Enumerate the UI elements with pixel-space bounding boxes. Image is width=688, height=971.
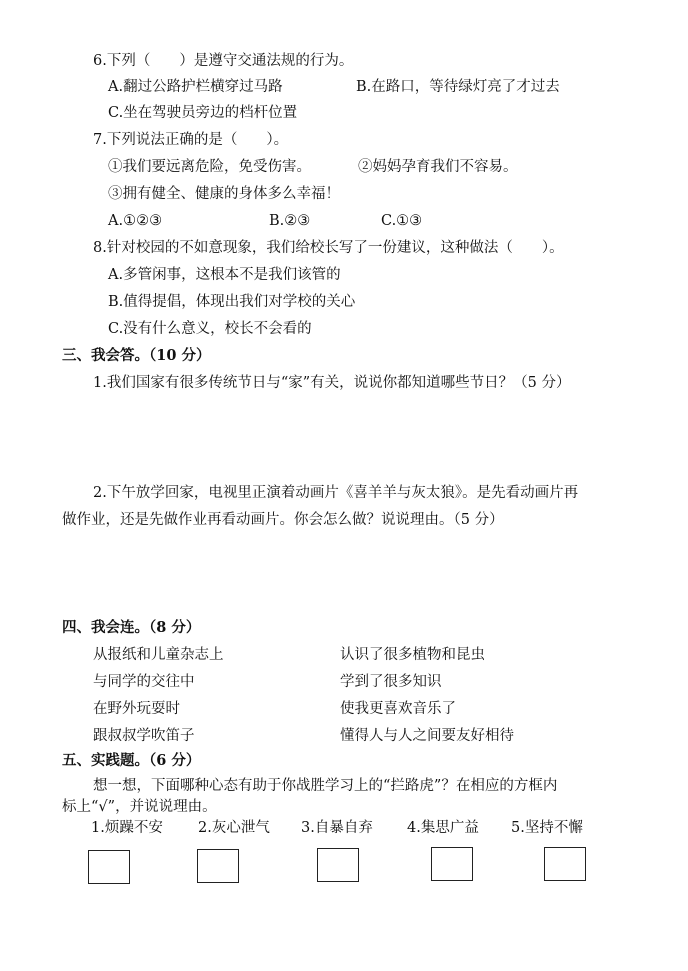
option-label-1: 1.烦躁不安 [91,820,163,836]
q8-stem: 8.针对校园的不如意现象，我们给校长写了一份建议，这种做法（ ）。 [93,240,564,256]
section3-title: 三、我会答。（10 分） [62,347,211,364]
checkbox-option-5[interactable] [544,847,586,881]
match-right-1: 认识了很多植物和昆虫 [340,647,485,663]
q6-option-c: C.坐在驾驶员旁边的档杆位置 [108,105,298,121]
q7-option-c: C.①③ [381,213,423,229]
checkbox-option-4[interactable] [431,847,473,881]
match-left-1: 从报纸和儿童杂志上 [93,647,224,663]
section3-question-1: 1.我们国家有很多传统节日与“家”有关，说说你都知道哪些节日？（5 分） [93,375,571,391]
match-right-4: 懂得人与人之间要友好相待 [340,728,514,744]
checkbox-option-2[interactable] [197,849,239,883]
q6-option-a: A.翻过公路护栏横穿过马路 [108,79,283,95]
section5-title: 五、实践题。（6 分） [62,752,201,769]
q7-option-b: B.②③ [269,213,311,229]
section5-prompt-line2: 标上“√”，并说说理由。 [62,799,217,815]
q7-statement-3: ③拥有健全、健康的身体多么幸福！ [108,186,340,202]
match-right-2: 学到了很多知识 [340,674,442,690]
section3-question-2-line2: 做作业，还是先做作业再看动画片。你会怎么做？说说理由。（5 分） [62,512,504,528]
q8-option-a: A.多管闲事，这根本不是我们该管的 [108,267,341,283]
match-left-3: 在野外玩耍时 [93,701,180,717]
match-left-4: 跟叔叔学吹笛子 [93,728,195,744]
option-label-5: 5.坚持不懈 [511,820,583,836]
checkbox-option-3[interactable] [317,848,359,882]
q6-stem: 6.下列（ ）是遵守交通法规的行为。 [93,53,354,69]
q7-statement-2: ②妈妈孕育我们不容易。 [358,159,518,175]
q8-option-c: C.没有什么意义，校长不会看的 [108,321,312,337]
match-right-3: 使我更喜欢音乐了 [340,701,456,717]
q7-statement-1: ①我们要远离危险，免受伤害。 [108,159,311,175]
q6-option-b: B.在路口，等待绿灯亮了才过去 [356,79,560,95]
checkbox-option-1[interactable] [88,850,130,884]
section4-title: 四、我会连。（8 分） [62,619,201,636]
match-left-2: 与同学的交往中 [93,674,195,690]
option-label-3: 3.自暴自弃 [301,820,373,836]
q7-stem: 7.下列说法正确的是（ ）。 [93,132,289,148]
option-label-2: 2.灰心泄气 [198,820,270,836]
section5-prompt-line1: 想一想，下面哪种心态有助于你战胜学习上的“拦路虎”？在相应的方框内 [93,778,558,794]
q8-option-b: B.值得提倡，体现出我们对学校的关心 [108,294,356,310]
section3-question-2-line1: 2.下午放学回家，电视里正演着动画片《喜羊羊与灰太狼》。是先看动画片再 [93,485,579,501]
option-label-4: 4.集思广益 [407,820,479,836]
q7-option-a: A.①②③ [108,213,163,229]
